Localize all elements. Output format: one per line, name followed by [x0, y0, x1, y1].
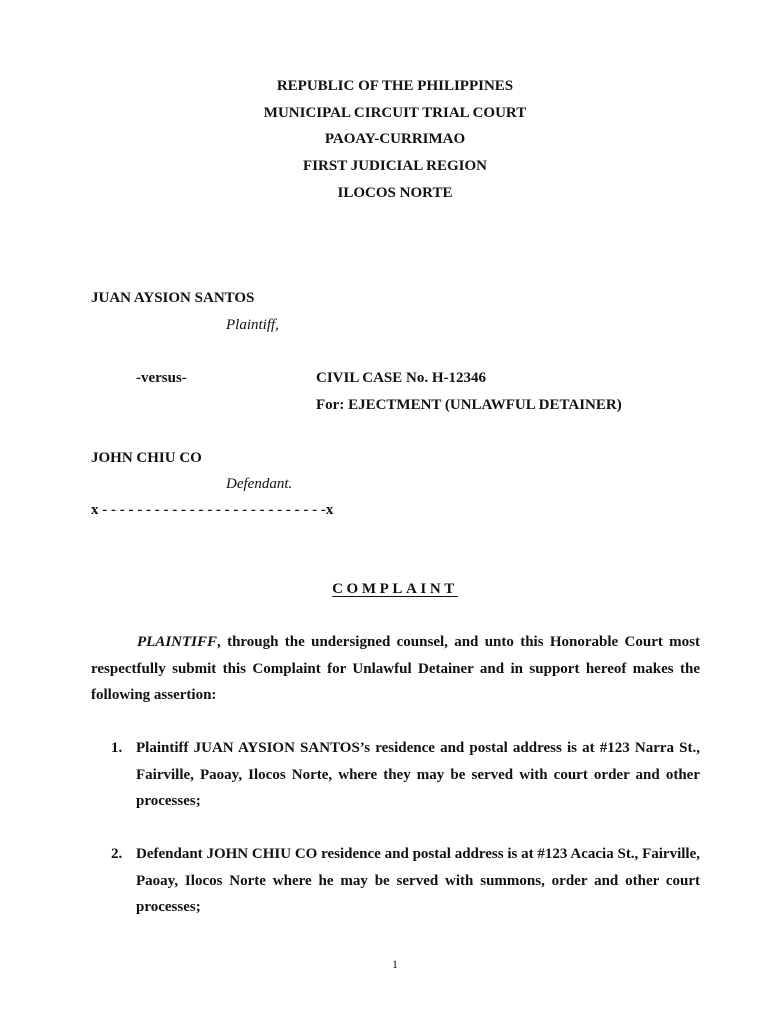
- intro-paragraph: [91, 629, 700, 709]
- allegation-number: 1.: [111, 740, 123, 756]
- document-title: COMPLAINT: [332, 581, 458, 597]
- page-number: 1: [392, 957, 398, 971]
- court-header-station: PAOAY-CURRIMAO: [324, 131, 466, 147]
- court-header-court: MUNICIPAL CIRCUIT TRIAL COURT: [263, 105, 527, 121]
- plaintiff-role: Plaintiff,: [226, 317, 279, 333]
- plaintiff-name: JUAN AYSION SANTOS: [91, 290, 255, 306]
- case-number: CIVIL CASE No. H-12346: [316, 370, 487, 386]
- caption-separator: x - - - - - - - - - - - - - - - - - - - - - - - - - -x: [91, 502, 334, 518]
- intro-party: PLAINTIFF: [137, 634, 218, 650]
- allegation-number: 2.: [111, 846, 123, 862]
- case-nature: For: EJECTMENT (UNLAWFUL DETAINER): [316, 397, 622, 413]
- court-header-republic: REPUBLIC OF THE PHILIPPINES: [276, 78, 514, 94]
- allegation-text: Defendant JOHN CHIU CO residence and postal address is at #123 Acacia St., Fairville, Paoay, Ilocos Norte where he may be served with summons, order and other court processes;: [136, 846, 700, 915]
- defendant-role: Defendant.: [226, 476, 293, 492]
- defendant-name: JOHN CHIU CO: [91, 450, 202, 466]
- allegation-text: Plaintiff JUAN AYSION SANTOS’s residence and postal address is at #123 Narra St., Fairville, Paoay, Ilocos Norte, where they may be served with court order and other processes;: [136, 740, 700, 809]
- intro-text: , through the undersigned counsel, and unto this Honorable Court most respectfully submit this Complaint for Unlawful Detainer and in support hereof makes the following assertion:: [91, 634, 700, 703]
- court-header-region: FIRST JUDICIAL REGION: [303, 158, 487, 174]
- versus-label: -versus-: [136, 370, 187, 386]
- court-header-province: ILOCOS NORTE: [337, 185, 453, 201]
